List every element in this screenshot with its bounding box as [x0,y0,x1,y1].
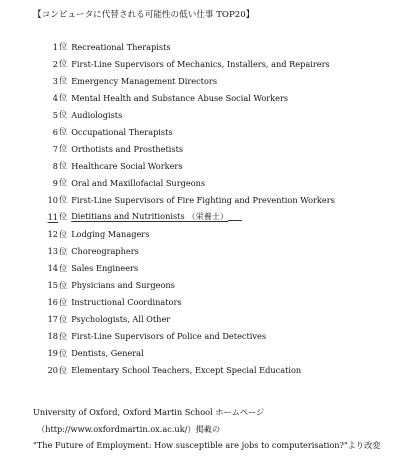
ranking-row [33,140,393,157]
rank-number: 20 [47,365,58,376]
document-title: 【コンピュータに代替される可能性の低い仕事 TOP20】 [33,10,255,20]
ranking-row [33,174,393,191]
rank-suffix: 位 [59,41,68,52]
rank-suffix: 位 [59,245,68,256]
ranking-row [33,38,393,55]
rank-suffix: 位 [59,296,68,307]
rank-number: 10 [47,194,58,205]
rank-suffix: 位 [59,143,68,154]
source-line-url: （http://www.oxfordmartin.ox.ac.uk/）掲載の [37,423,221,434]
rank-suffix: 位 [59,313,68,324]
rank-suffix: 位 [59,109,68,120]
rank-number: 19 [47,348,58,359]
rank-suffix: 位 [59,330,68,341]
job-title: Emergency Management Directors [71,75,218,86]
rank-number: 8 [52,160,58,171]
rank-number: 9 [52,177,58,188]
source-citation [33,404,380,454]
rank-suffix: 位 [59,177,68,188]
rank-suffix: 位 [59,211,68,222]
job-title: Dietitians and Nutritionists （栄養士） [71,211,242,222]
ranking-row [33,277,393,294]
ranking-row [33,328,393,345]
job-title: Audiologists [71,109,123,120]
job-title: Choreographers [71,246,139,257]
rank-suffix: 位 [59,160,68,171]
source-line-institution: University of Oxford, Oxford Martin School ホームページ [33,407,265,417]
job-title: Lodging Managers [71,229,150,240]
job-title: Dentists, General [71,348,144,359]
rank-number: 4 [52,92,58,103]
job-title: Healthcare Social Workers [71,160,183,171]
source-line-paper: "The Future of Employment: How susceptible are jobs to computerisation?"より改変 [33,440,381,450]
rank-number: 18 [47,331,58,342]
rank-number: 7 [52,143,58,154]
ranking-row [33,362,393,379]
ranking-row [33,157,393,174]
job-title: Oral and Maxillofacial Surgeons [71,177,206,188]
rank-number: 16 [47,297,58,308]
rank-suffix: 位 [59,228,68,239]
rank-number: 1 [52,41,58,52]
ranking-row [33,311,393,328]
ranking-row [33,106,393,123]
ranking-row [33,260,393,277]
rank-suffix: 位 [59,279,68,290]
job-title: First-Line Supervisors of Police and Detectives [71,331,267,342]
rank-number: 12 [47,229,58,240]
ranking-row [33,72,393,89]
rank-number: 14 [47,263,58,274]
ranking-row [33,191,393,208]
rank-suffix: 位 [59,262,68,273]
job-title: First-Line Supervisors of Mechanics, Installers, and Repairers [71,58,330,69]
ranking-row [33,226,393,243]
rank-number: 3 [52,75,58,86]
rank-number: 6 [52,126,58,137]
job-title: Physicians and Surgeons [71,280,175,291]
rank-suffix: 位 [59,194,68,205]
job-title: Orthotists and Prosthetists [71,143,184,154]
job-title: Sales Engineers [71,263,139,274]
ranking-row [33,208,393,225]
rank-number: 15 [47,280,58,291]
rank-suffix: 位 [59,126,68,137]
rank-number: 17 [47,314,58,325]
ranking-row [33,294,393,311]
ranking-row [33,345,393,362]
job-title: Psychologists, All Other [71,314,171,325]
job-title: First-Line Supervisors of Fire Fighting and Prevention Workers [71,194,335,205]
rank-suffix: 位 [59,364,68,375]
ranking-row [33,55,393,72]
job-title: Recreational Therapists [71,41,171,52]
rank-number: 2 [52,58,58,69]
rank-number: 13 [47,246,58,257]
job-title: Mental Health and Substance Abuse Social Workers [71,92,289,103]
ranking-row [33,123,393,140]
rank-suffix: 位 [59,58,68,69]
rank-number: 11 [47,211,58,222]
job-title: Occupational Therapists [71,126,173,137]
rank-suffix: 位 [59,347,68,358]
rank-suffix: 位 [59,92,68,103]
job-title: Elementary School Teachers, Except Special Education [71,365,302,376]
rank-suffix: 位 [59,75,68,86]
job-title: Instructional Coordinators [71,297,182,308]
ranking-list [33,38,393,379]
rank-number: 5 [52,109,58,120]
ranking-row [33,243,393,260]
ranking-row [33,89,393,106]
